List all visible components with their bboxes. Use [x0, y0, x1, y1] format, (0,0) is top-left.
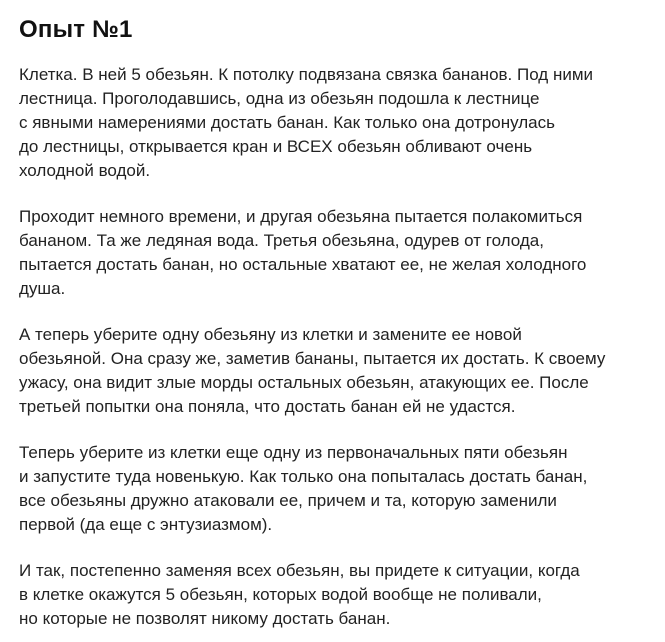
paragraph-3 — [19, 323, 659, 419]
paragraph-line: все обезьяны дружно атаковали ее, причем и та, которую заменили — [19, 491, 557, 510]
paragraph-line: И так, постепенно заменяя всех обезьян, вы придете к ситуации, когда — [19, 561, 580, 580]
paragraph-line: бананом. Та же ледяная вода. Третья обезьяна, одурев от голода, — [19, 231, 544, 250]
paragraph-line: лестница. Проголодавшись, одна из обезьян подошла к лестнице — [19, 89, 540, 108]
paragraph-5 — [19, 559, 659, 631]
paragraph-line: третьей попытки она поняла, что достать банан ей не удастся. — [19, 397, 516, 416]
article — [19, 14, 659, 631]
paragraph-line: и запустите туда новенькую. Как только она попыталась достать банан, — [19, 467, 588, 486]
paragraph-line: Проходит немного времени, и другая обезьяна пытается полакомиться — [19, 207, 583, 226]
paragraph-line: Теперь уберите из клетки еще одну из первоначальных пяти обезьян — [19, 443, 568, 462]
paragraph-2 — [19, 205, 659, 301]
paragraph-line: холодной водой. — [19, 161, 151, 180]
article-title: Опыт №1 — [19, 16, 133, 43]
paragraph-line: с явными намерениями достать банан. Как только она дотронулась — [19, 113, 555, 132]
paragraph-line: до лестницы, открывается кран и ВСЕХ обезьян обливают очень — [19, 137, 533, 156]
paragraph-line: в клетке окажутся 5 обезьян, которых водой вообще не поливали, — [19, 585, 542, 604]
paragraph-line: но которые не позволят никому достать банан. — [19, 609, 391, 628]
paragraph-line: А теперь уберите одну обезьяну из клетки и замените ее новой — [19, 325, 522, 344]
paragraph-line: первой (да еще с энтузиазмом). — [19, 515, 273, 534]
paragraph-line: пытается достать банан, но остальные хватают ее, не желая холодного — [19, 255, 587, 274]
paragraph-line: обезьяной. Она сразу же, заметив бананы, пытается их достать. К своему — [19, 349, 606, 368]
paragraph-line: ужасу, она видит злые морды остальных обезьян, атакующих ее. После — [19, 373, 589, 392]
paragraph-4 — [19, 441, 659, 537]
paragraph-line: душа. — [19, 279, 66, 298]
paragraph-line: Клетка. В ней 5 обезьян. К потолку подвязана связка бананов. Под ними — [19, 65, 594, 84]
paragraph-1 — [19, 63, 659, 183]
